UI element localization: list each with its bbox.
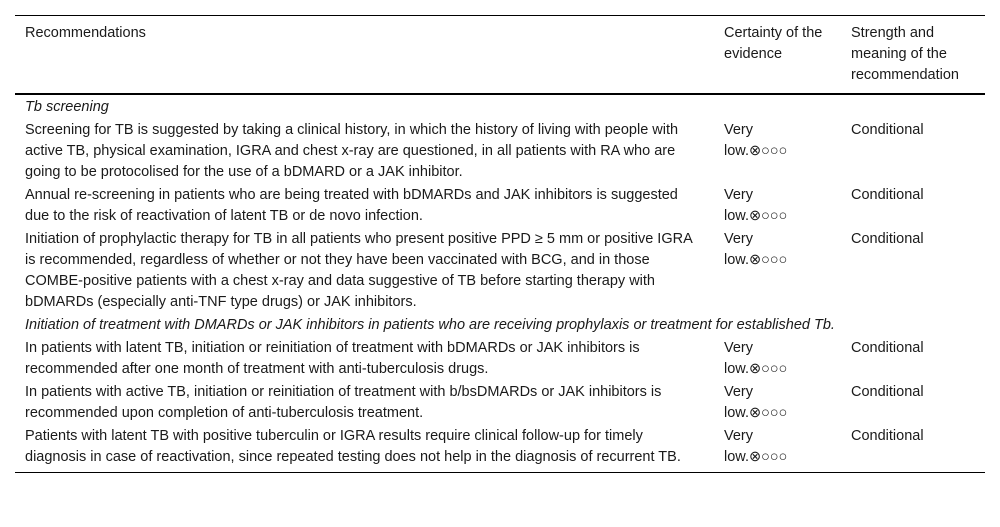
certainty-cell: [714, 425, 841, 473]
section-title: Initiation of treatment with DMARDs or JAK inhibitors in patients who are receiving prophylaxis or treatment for established Tb.: [25, 317, 835, 333]
certainty-rating: low.⊗○○○: [724, 252, 788, 268]
certainty-cell: [714, 381, 841, 425]
strength-cell: Conditional: [851, 187, 924, 203]
header-strength: Strength and meaning of the recommendation: [851, 25, 959, 83]
certainty-rating: low.⊗○○○: [724, 405, 788, 421]
table-row: [15, 119, 985, 184]
table-row: [15, 184, 985, 228]
table-row: [15, 337, 985, 381]
table-row: [15, 425, 985, 473]
certainty-level: Very: [724, 122, 754, 138]
recommendation-text: Patients with latent TB with positive tuberculin or IGRA results require clinical follow-up for timely diagnosis in case of reactivation, since repeated testing does not help in the diagnosis of recurrent TB.: [25, 428, 681, 465]
recommendation-text: Annual re-screening in patients who are being treated with bDMARDs and JAK inhibitors is suggested due to the risk of reactivation of latent TB or de novo infection.: [25, 187, 678, 224]
strength-cell: Conditional: [851, 384, 924, 400]
section-title: Tb screening: [25, 99, 109, 115]
recommendation-text: Screening for TB is suggested by taking a clinical history, in which the history of living with people with active TB, physical examination, IGRA and chest x-ray are questioned, in all patients with RA who are going to be protocolised for the use of a bDMARD or a JAK inhibitor.: [25, 122, 679, 180]
certainty-rating: low.⊗○○○: [724, 143, 788, 159]
certainty-level: Very: [724, 428, 754, 444]
table-row: [15, 381, 985, 425]
certainty-level: Very: [724, 384, 754, 400]
certainty-level: Very: [724, 340, 754, 356]
strength-cell: Conditional: [851, 428, 924, 444]
recommendations-table: [15, 15, 985, 473]
strength-cell: Conditional: [851, 122, 924, 138]
certainty-rating: low.⊗○○○: [724, 449, 788, 465]
table-row: [15, 228, 985, 314]
recommendation-text: Initiation of prophylactic therapy for TB in all patients who present positive PPD ≥ 5 mm or positive IGRA is recommended, regardless of whether or not they have been vaccinated with BCG, and in those COMBE-positive patients with a chest x-ray and data suggestive of TB before starting therapy with bDMARDs (especially anti-TNF type drugs) or JAK inhibitors.: [25, 231, 692, 310]
certainty-level: Very: [724, 231, 754, 247]
certainty-cell: [714, 184, 841, 228]
header-recommendations: Recommendations: [25, 25, 146, 41]
strength-cell: Conditional: [851, 340, 924, 356]
recommendation-text: In patients with latent TB, initiation or reinitiation of treatment with bDMARDs or JAK inhibitors is recommended after one month of treatment with anti-tuberculosis drugs.: [25, 340, 640, 377]
certainty-cell: [714, 228, 841, 314]
strength-cell: Conditional: [851, 231, 924, 247]
certainty-cell: [714, 119, 841, 184]
section-row: [15, 94, 985, 119]
certainty-level: Very: [724, 187, 754, 203]
section-row: [15, 314, 985, 337]
certainty-rating: low.⊗○○○: [724, 361, 788, 377]
table-header-row: [15, 16, 985, 95]
certainty-cell: [714, 337, 841, 381]
certainty-rating: low.⊗○○○: [724, 208, 788, 224]
header-certainty: Certainty of the evidence: [724, 25, 823, 62]
recommendation-text: In patients with active TB, initiation or reinitiation of treatment with b/bsDMARDs or JAK inhibitors is recommended upon completion of anti-tuberculosis treatment.: [25, 384, 662, 421]
